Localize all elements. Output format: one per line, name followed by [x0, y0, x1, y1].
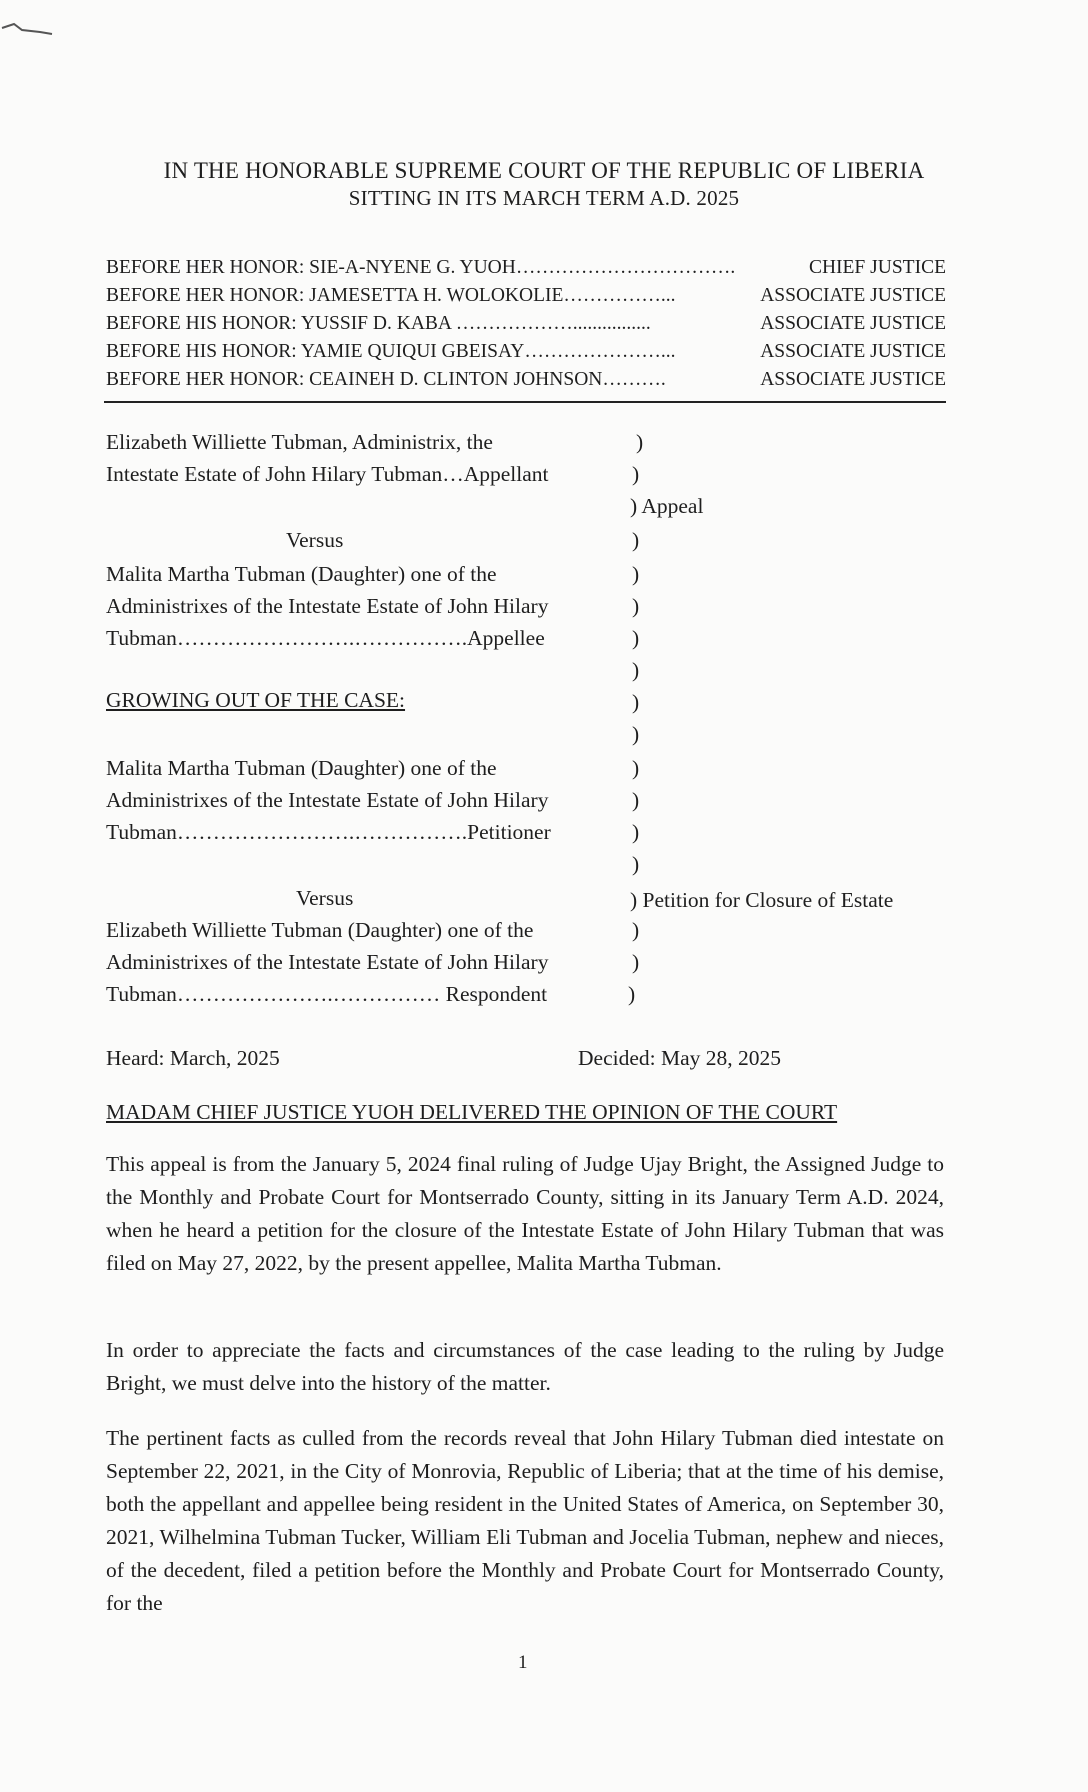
caption-paren: ) [628, 982, 636, 1006]
growing-out-heading: GROWING OUT OF THE CASE: [106, 688, 406, 712]
court-term: SITTING IN ITS MARCH TERM A.D. 2025 [348, 186, 740, 210]
bench-row: BEFORE HER HONOR: SIE-A-NYENE G. YUOH……………………………. CHIEF JUSTICE [106, 257, 946, 278]
opinion-heading: MADAM CHIEF JUSTICE YUOH DELIVERED THE OPINION OF THE COURT [106, 1100, 838, 1124]
page-number: 1 [518, 1652, 528, 1673]
appellant-line-2: Intestate Estate of John Hilary Tubman…Appellant [106, 462, 549, 486]
bench-divider [104, 401, 946, 403]
body-paragraph: The pertinent facts as culled from the records reveal that John Hilary Tubman died intestate on September 22, 2021, in the City of Monrovia, Republic of Liberia; that at the time of his demise, both the appellant and appellee being resident in the United States of America, on September 30, 2021, Wilhelmina Tubman Tucker, William Eli Tubman and Jocelia Tubman, nephew and nieces, of the decedent, filed a petition before the Monthly and Probate Court for Montserrado County, for the [106, 1426, 944, 1615]
caption-paren: ) [632, 918, 640, 942]
heard-date: Heard: March, 2025 [106, 1046, 280, 1070]
caption-paren: ) [632, 722, 640, 746]
bench-row: BEFORE HIS HONOR: YUSSIF D. KABA ………………................ ASSOCIATE JUSTICE [106, 313, 946, 334]
appellee-line-3: Tubman…………………….…………….Appellee [106, 626, 545, 650]
bench-row: BEFORE HER HONOR: CEAINEH D. CLINTON JOHNSON………. ASSOCIATE JUSTICE [106, 369, 946, 390]
scan-mark-icon [0, 18, 60, 38]
bench-row: BEFORE HIS HONOR: YAMIE QUIQUI GBEISAY…………………... ASSOCIATE JUSTICE [106, 341, 946, 362]
caption-paren: ) [636, 430, 644, 454]
respondent-line-3: Tubman………………….…………… Respondent [106, 982, 548, 1006]
appeal-label: ) Appeal [630, 494, 704, 518]
caption-paren: ) [632, 950, 640, 974]
respondent-line-2: Administrixes of the Intestate Estate of John Hilary [106, 950, 549, 974]
petitioner-line-1: Malita Martha Tubman (Daughter) one of the [106, 756, 497, 780]
caption-paren: ) [632, 462, 640, 486]
respondent-line-1: Elizabeth Williette Tubman (Daughter) one of the [106, 918, 534, 942]
body-paragraph: This appeal is from the January 5, 2024 final ruling of Judge Ujay Bright, the Assigned Judge to the Monthly and Probate Court for Montserrado County, sitting in its January Term A.D. 2024, when he heard a petition for the closure of the Intestate Estate of John Hilary Tubman that was filed on May 27, 2022, by the present appellee, Malita Martha Tubman. [106, 1152, 944, 1275]
caption-paren: ) [632, 690, 640, 714]
appellee-line-1: Malita Martha Tubman (Daughter) one of the [106, 562, 497, 586]
caption-paren: ) [632, 756, 640, 780]
versus-label: Versus [286, 528, 344, 552]
caption-paren: ) [632, 562, 640, 586]
petition-label: ) Petition for Closure of Estate [630, 888, 894, 912]
versus-label-2: Versus [296, 886, 354, 910]
petitioner-line-2: Administrixes of the Intestate Estate of John Hilary [106, 788, 549, 812]
caption-paren: ) [632, 852, 640, 876]
caption-paren: ) [632, 528, 640, 552]
petitioner-line-3: Tubman…………………….…………….Petitioner [106, 820, 551, 844]
body-paragraph: In order to appreciate the facts and circumstances of the case leading to the ruling by Judge Bright, we must delve into the history of the matter. [106, 1338, 944, 1395]
appellee-line-2: Administrixes of the Intestate Estate of John Hilary [106, 594, 549, 618]
bench-list [106, 254, 946, 394]
caption-paren: ) [632, 820, 640, 844]
caption-paren: ) [632, 788, 640, 812]
appellant-line-1: Elizabeth Williette Tubman, Administrix, the [106, 430, 493, 454]
caption-paren: ) [632, 594, 640, 618]
caption-paren: ) [632, 626, 640, 650]
bench-row: BEFORE HER HONOR: JAMESETTA H. WOLOKOLIE……………... ASSOCIATE JUSTICE [106, 285, 946, 306]
decided-date: Decided: May 28, 2025 [578, 1046, 782, 1070]
court-title: IN THE HONORABLE SUPREME COURT OF THE REPUBLIC OF LIBERIA [163, 158, 925, 183]
caption-paren: ) [632, 658, 640, 682]
